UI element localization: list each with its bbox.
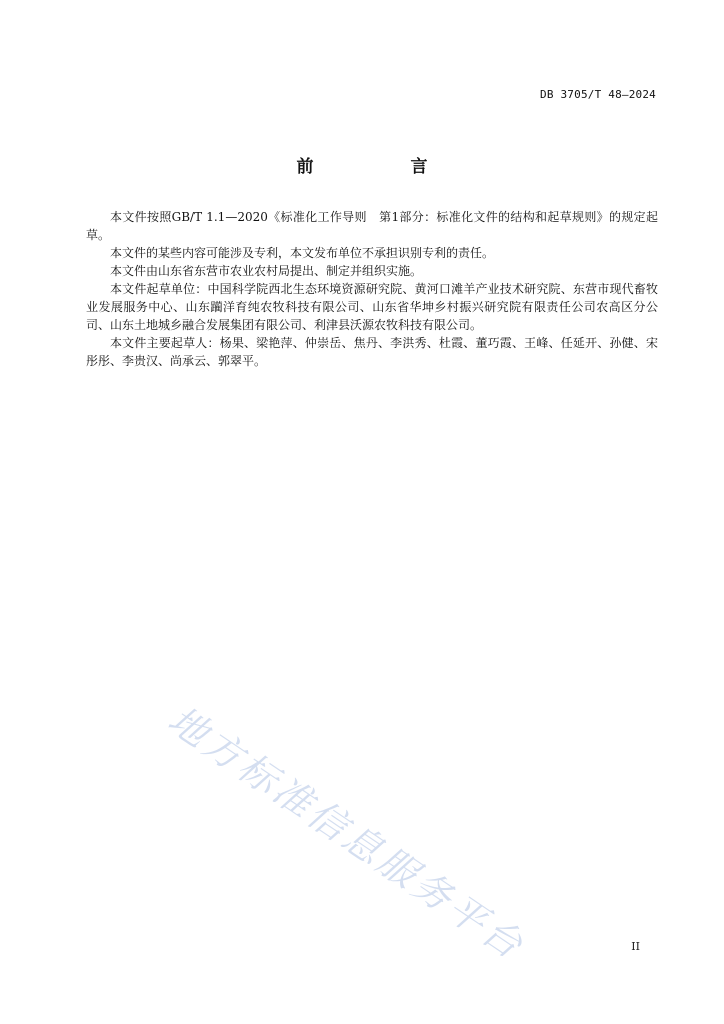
body-text <box>86 208 658 370</box>
page-title: 前 言 <box>296 157 468 177</box>
paragraph-proposer: 本文件由山东省东营市农业农村局提出、制定并组织实施。 <box>110 264 423 278</box>
paragraph-patent-notice: 本文件的某些内容可能涉及专利，本文发布单位不承担识别专利的责任。 <box>110 246 495 260</box>
paragraph-drafting-units: 本文件起草单位：中国科学院西北生态环境资源研究院、黄河口滩羊产业技术研究院、东营市现代畜牧业发展服务中心、山东躏洋育纯农牧科技有限公司、山东省华坤乡村振兴研究院有限责任公司农高区分公司、山东土地城乡融合发展集团有限公司、利津县沃源农牧科技有限公司。 <box>86 282 658 332</box>
watermark: 地方标准信息服务平台 <box>160 697 534 969</box>
document-code: DB 3705/T 48—2024 <box>540 88 656 101</box>
paragraph-drafting-basis: 本文件按照GB/T 1.1—2020《标准化工作导则 第1部分：标准化文件的结构和起草规则》的规定起草。 <box>86 210 658 242</box>
page-number: II <box>631 940 640 953</box>
paragraph-drafters: 本文件主要起草人：杨果、梁艳萍、仲崇岳、焦丹、李洪秀、杜霞、董巧霞、王峰、任延开、孙健、宋彤彤、李贵汉、尚承云、郭翠平。 <box>86 336 658 368</box>
